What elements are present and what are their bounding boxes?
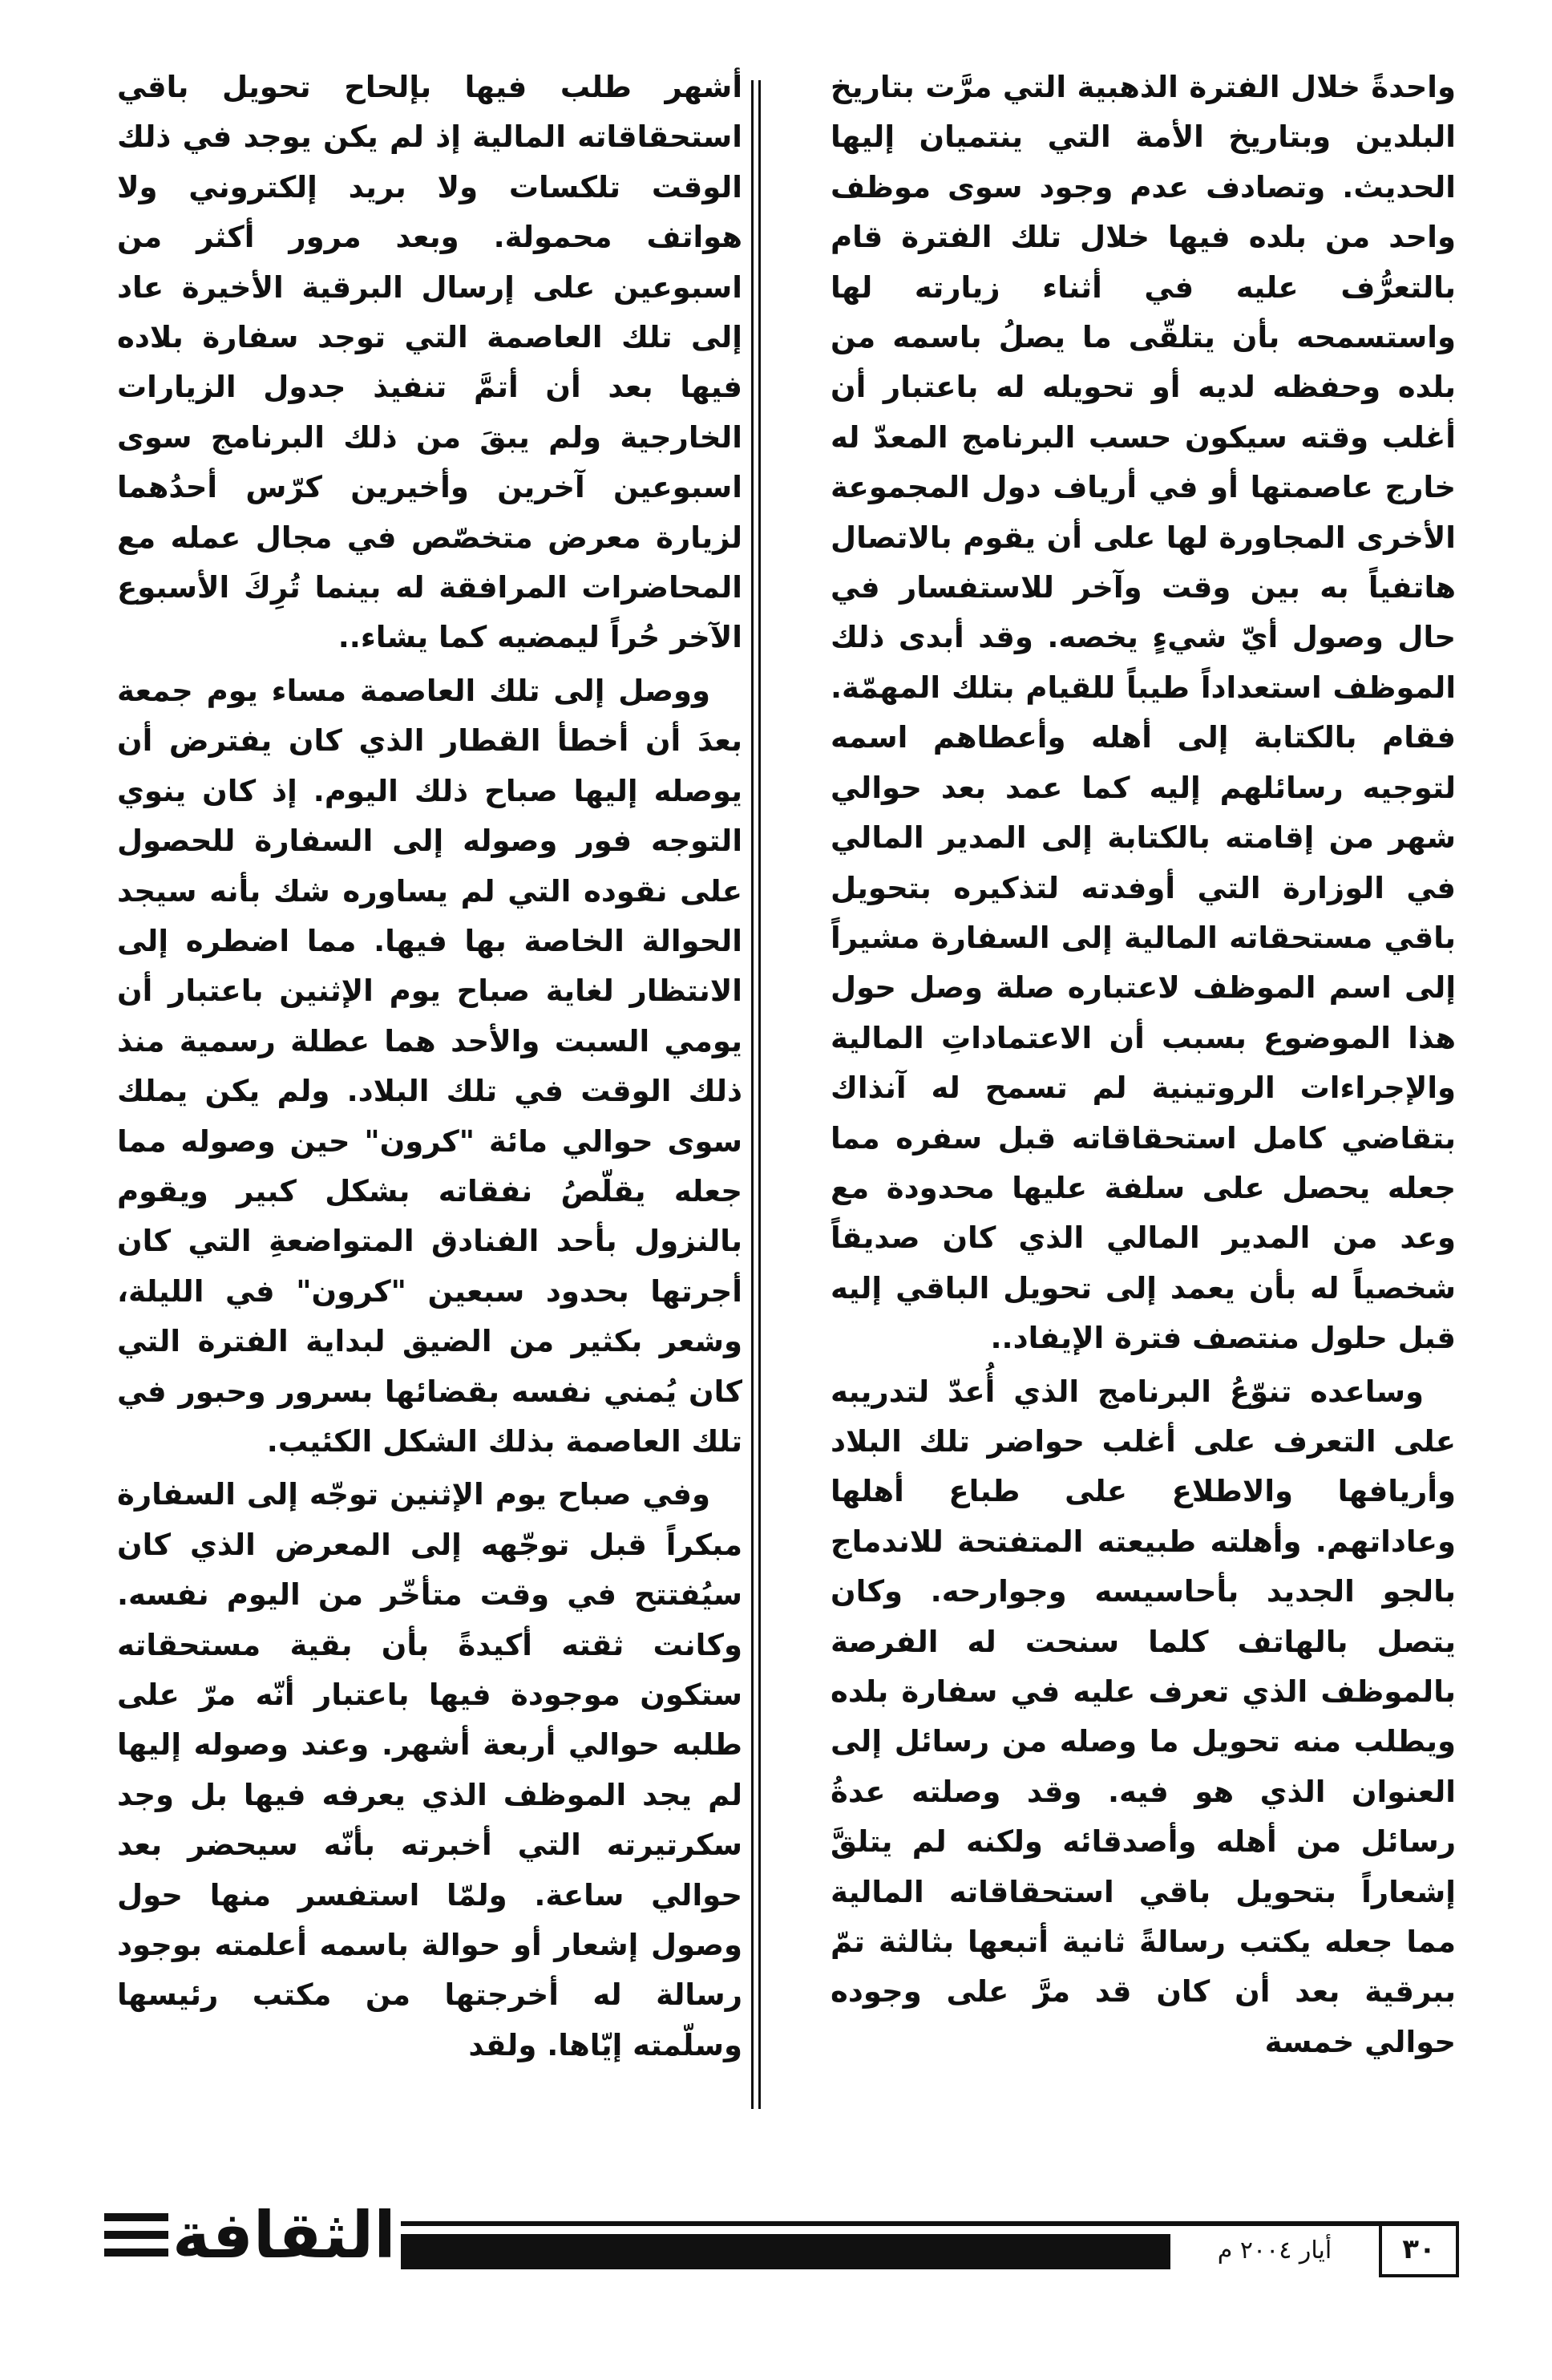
- article-column-right: [831, 63, 1456, 2115]
- magazine-logo: الثقافة: [172, 2198, 396, 2273]
- logo-bars-decoration: [104, 2213, 168, 2269]
- paragraph: واحدةً خلال الفترة الذهبية التي مرَّت بتاريخ البلدين وبتاريخ الأمة التي ينتميان إليها الحديث. وتصادف عدم وجود سوى موظف واحد من بلده فيها خلال تلك الفترة قام بالتعرُّف عليه في أثناء زيارته لها واستسمحه بأن يتلقّى ما يصلُ باسمه من بلده وحفظه لديه أو تحويله له باعتبار أن أغلب وقته سيكون حسب البرنامج المعدّ له خارج عاصمتها أو في أرياف دول المجموعة الأخرى المجاورة لها على أن يقوم بالاتصال هاتفياً به بين وقت وآخر للاستفسار في حال وصول أيّ شيءٍ يخصه. وقد أبدى ذلك الموظف استعداداً طيباً للقيام بتلك المهمّة. فقام بالكتابة إلى أهله وأعطاهم اسمه لتوجيه رسائلهم إليه كما عمد بعد حوالي شهر من إقامته بالكتابة إلى المدير المالي في الوزارة التي أوفدته لتذكيره بتحويل باقي مستحقاته المالية إلى السفارة مشيراً إلى اسم الموظف لاعتباره صلة وصل حول هذا الموضوع بسبب أن الاعتماداتِ المالية والإجراءات الروتينية لم تسمح له آنذاك بتقاضي كامل استحقاقاته قبل سفره مما جعله يحصل على سلفة عليها محدودة مع وعد من المدير المالي الذي كان صديقاً شخصياً له بأن يعمد إلى تحويل الباقي إليه قبل حلول منتصف فترة الإيفاد..: [831, 70, 1456, 1356]
- paragraph: أشهر طلب فيها بإلحاح تحويل باقي استحقاقاته المالية إذ لم يكن يوجد في ذلك الوقت تلكسات ولا بريد إلكتروني ولا هواتف محمولة. وبعد مرور أكثر من اسبوعين على إرسال البرقية الأخيرة عاد إلى تلك العاصمة التي توجد سفارة بلاده فيها بعد أن أتمَّ تنفيذ جدول الزيارات الخارجية ولم يبقَ من ذلك البرنامج سوى اسبوعين آخرين وأخيرين كرّس أحدُهما لزيارة معرض متخصّص في مجال عمله مع المحاضرات المرافقة له بينما تُرِكَ الأسبوع الآخر حُراً ليمضيه كما يشاء..: [117, 70, 742, 655]
- page-footer: [0, 2189, 1552, 2285]
- page-number: ٣٠: [1379, 2221, 1459, 2277]
- paragraph: وساعده تنوّعُ البرنامج الذي أُعدّ لتدريبه على التعرف على أغلب حواضر تلك البلاد وأريافها والاطلاع على طباع أهلها وعاداتهم. وأهلته طبيعته المتفتحة للاندماج بالجو الجديد بأحاسيسه وجوارحه. وكان يتصل بالهاتف كلما سنحت له الفرصة بالموظف الذي تعرف عليه في سفارة بلده ويطلب منه تحويل ما وصله من رسائل إلى العنوان الذي هو فيه. وقد وصلته عدةُ رسائل من أهله وأصدقائه ولكنه لم يتلقَّ إشعاراً بتحويل باقي استحقاقاته المالية مما جعله يكتب رسالةً ثانية أتبعها بثالثة تمّ ببرقية بعد أن كان قد مرَّ على وجوده حوالي خمسة: [831, 1374, 1456, 2059]
- footer-rule: [401, 2221, 1459, 2226]
- column-divider: [751, 80, 761, 2109]
- paragraph: ووصل إلى تلك العاصمة مساء يوم جمعة بعدَ أن أخطأ القطار الذي كان يفترض أن يوصله إليها صباح ذلك اليوم. إذ كان ينوي التوجه فور وصوله إلى السفارة للحصول على نقوده التي لم يساوره شك بأنه سيجد الحوالة الخاصة بها فيها. مما اضطره إلى الانتظار لغاية صباح يوم الإثنين باعتبار أن يومي السبت والأحد هما عطلة رسمية منذ ذلك الوقت في تلك البلاد. ولم يكن يملك سوى حوالي مائة "كرون" حين وصوله مما جعله يقلّصُ نفقاته بشكل كبير ويقوم بالنزول بأحد الفنادق المتواضعةِ التي كان أجرتها بحدود سبعين "كرون" في الليلة، وشعر بكثير من الضيق لبداية الفترة التي كان يُمني نفسه بقضائها بسرور وحبور في تلك العاصمة بذلك الشكل الكئيب.: [117, 673, 742, 1459]
- paragraph: وفي صباح يوم الإثنين توجّه إلى السفارة مبكراً قبل توجّهه إلى المعرض الذي كان سيُفتتح في وقت متأخّر من اليوم نفسه. وكانت ثقته أكيدةً بأن بقية مستحقاته ستكون موجودة فيها باعتبار أنّه مرّ على طلبه حوالي أربعة أشهر. وعند وصوله إليها لم يجد الموظف الذي يعرفه فيها بل وجد سكرتيرته التي أخبرته بأنّه سيحضر بعد حوالي ساعة. ولمّا استفسر منها حول وصول إشعار أو حوالة باسمه أعلمته بوجود رسالة له أخرجتها من مكتب رئيسها وسلّمته إيّاها. ولقد: [117, 1477, 742, 2062]
- article-column-left: [117, 63, 742, 2115]
- footer-bar: [401, 2234, 1170, 2269]
- issue-date: أيار ٢٠٠٤ م: [1217, 2236, 1332, 2265]
